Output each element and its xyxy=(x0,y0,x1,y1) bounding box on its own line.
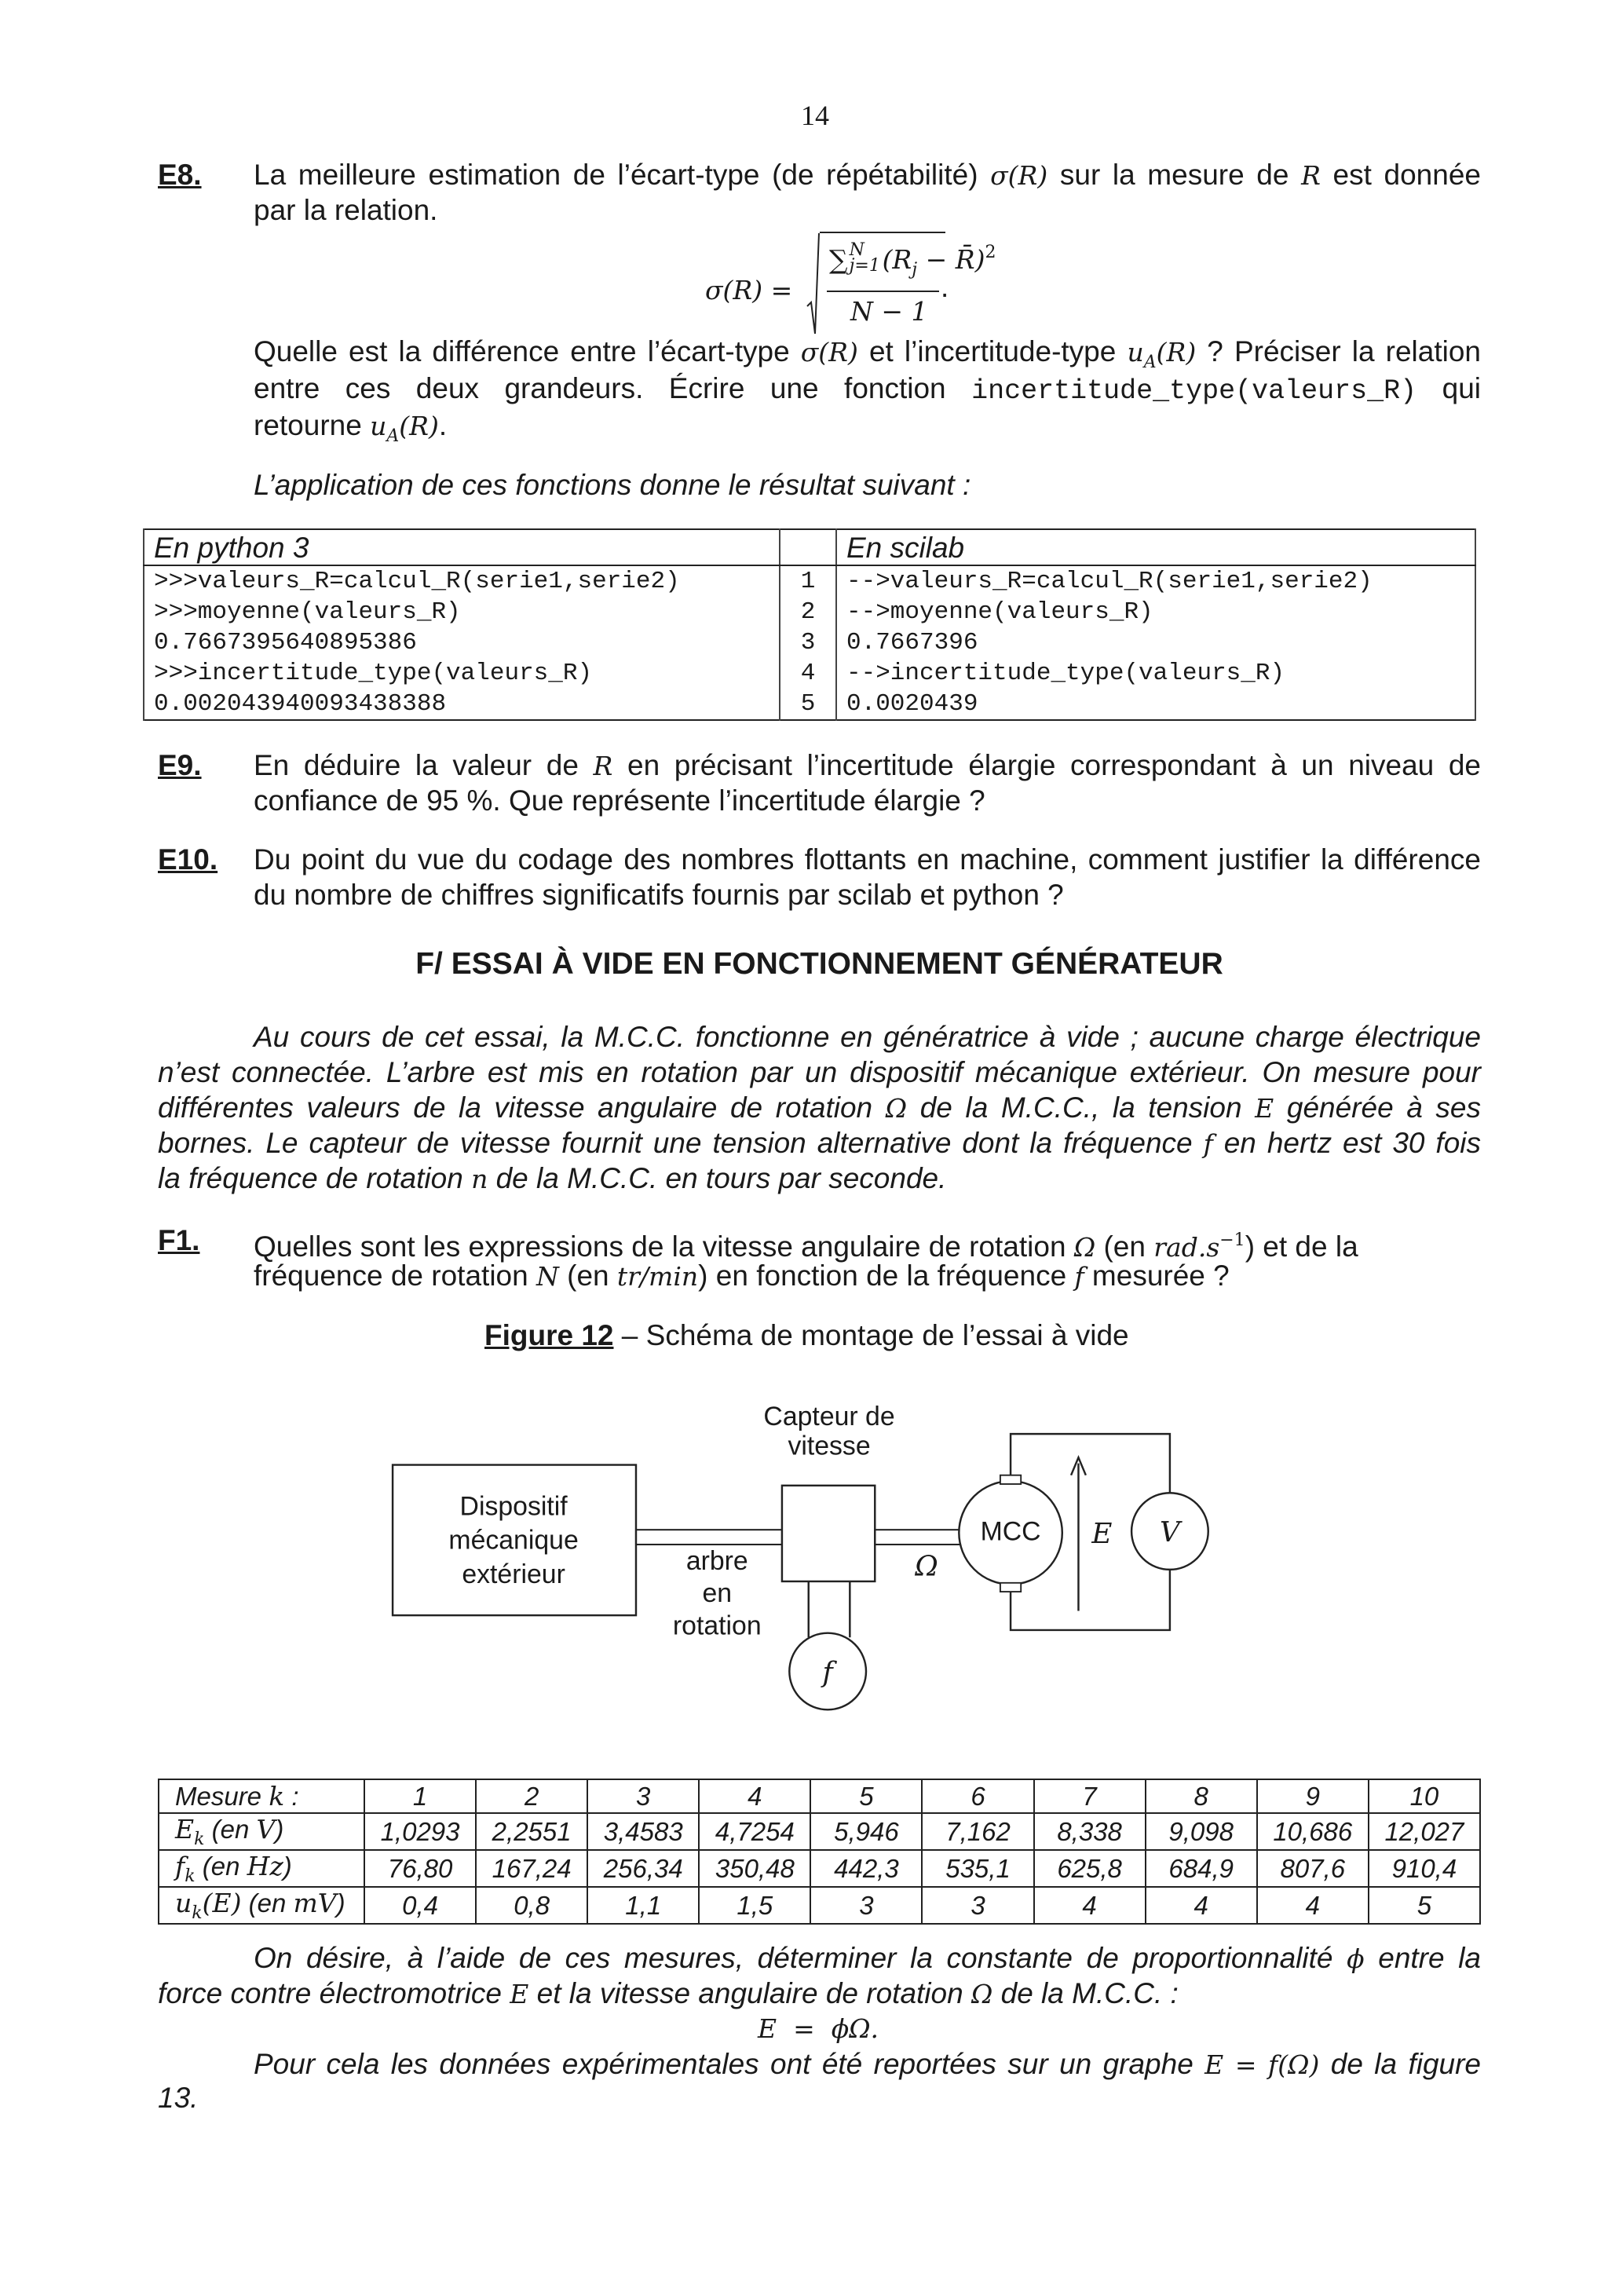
voltmeter-symbol: V xyxy=(1160,1516,1180,1549)
figure-label: Figure 12 xyxy=(484,1319,614,1351)
text-segment: est donnée xyxy=(1320,159,1481,191)
table-cell: 3 xyxy=(587,1779,699,1813)
text-segment: et la vitesse angulaire de rotation xyxy=(528,1977,971,2009)
math-symbol: Ω xyxy=(1073,1232,1096,1263)
conclusion-line xyxy=(254,2046,1481,2082)
section-title: F/ ESSAI À VIDE EN FONCTIONNEMENT GÉNÉRATEUR xyxy=(415,947,1223,981)
text-segment: de la figure xyxy=(1319,2048,1481,2080)
table-cell: 1,0293 xyxy=(364,1813,476,1850)
speed-sensor-box xyxy=(782,1486,875,1581)
text-segment: qui xyxy=(1416,372,1482,404)
equation: E = ϕΩ. xyxy=(758,2013,879,2044)
motor-label: MCC xyxy=(980,1516,1041,1547)
table-cell: 625,8 xyxy=(1034,1850,1146,1887)
intro-line xyxy=(158,1055,1481,1090)
text-segment: confiance de 95 %. Que représente l’incertitude élargie ? xyxy=(254,784,985,817)
table-row xyxy=(159,1887,1480,1924)
math-symbol: (R) xyxy=(1156,337,1197,367)
text-segment: On désire, à l’aide de ces mesures, déterminer la constante de proportionnalité xyxy=(254,1942,1347,1974)
e8-question xyxy=(254,371,1481,409)
text-segment: Quelles sont les expressions de la vitesse angulaire de rotation xyxy=(254,1230,1074,1263)
table-cell: 5 xyxy=(1369,1887,1480,1924)
table-row xyxy=(159,1813,1480,1850)
text-segment: : xyxy=(284,1782,299,1811)
table-cell: 9,098 xyxy=(1146,1813,1257,1850)
table-row xyxy=(159,1779,1480,1813)
math-index: k xyxy=(194,1830,205,1849)
text-segment: par la relation. xyxy=(254,194,438,226)
wire xyxy=(1011,1434,1170,1493)
table-cell: 7,162 xyxy=(922,1813,1033,1850)
conclusion-line xyxy=(158,1976,1179,2012)
text-segment: . xyxy=(438,409,448,441)
intro-line xyxy=(158,1090,1481,1126)
math-symbol: σ(R) xyxy=(990,160,1048,191)
page-number: 14 xyxy=(801,100,829,131)
text-segment: ) xyxy=(275,1815,284,1844)
math-index: A xyxy=(386,426,400,446)
application-text: L’application de ces fonctions donne le résultat suivant : xyxy=(254,469,971,501)
text-segment: force contre électromotrice xyxy=(158,1977,510,2009)
text-segment: en hertz est 30 fois xyxy=(1212,1127,1481,1159)
emf-label: E xyxy=(1091,1518,1113,1551)
text-segment: (en xyxy=(241,1888,294,1918)
python-header: En python 3 xyxy=(144,529,780,565)
table-cell: 1,1 xyxy=(587,1887,699,1924)
math-symbol: E = f(Ω) xyxy=(1204,2049,1320,2080)
device-label: extérieur xyxy=(462,1559,565,1589)
table-cell: 256,34 xyxy=(587,1850,699,1887)
question-label-f1: F1. xyxy=(158,1224,200,1256)
text-segment: En déduire la valeur de xyxy=(254,749,594,781)
table-cell: 3,4583 xyxy=(587,1813,699,1850)
text-segment: entre la xyxy=(1364,1942,1481,1974)
text-segment: entre ces deux grandeurs. Écrire une fonction xyxy=(254,372,972,404)
math-index: k xyxy=(192,1903,203,1923)
test-setup-diagram xyxy=(369,1387,1254,1726)
f1-line xyxy=(254,1258,1230,1294)
table-row: >>>incertitude_type(valeurs_R) 4 -->incertitude_type(valeurs_R) xyxy=(144,658,1475,689)
question-label-e9: E9. xyxy=(158,749,202,781)
text-segment: (en xyxy=(1095,1230,1154,1263)
math-symbol: (R) xyxy=(399,411,439,441)
table-row: >>>valeurs_R=calcul_R(serie1,serie2) 1 -->valeurs_R=calcul_R(serie1,serie2) xyxy=(144,565,1475,597)
e8-question xyxy=(254,408,447,454)
e10-line xyxy=(254,877,1064,912)
text-segment: mesurée ? xyxy=(1084,1260,1230,1292)
table-cell: 8 xyxy=(1146,1779,1257,1813)
math-symbol: V xyxy=(256,1814,276,1844)
intro-line xyxy=(158,1125,1481,1161)
table-cell: 535,1 xyxy=(922,1850,1033,1887)
math-symbol: rad.s xyxy=(1153,1232,1220,1263)
formula-denominator: N − 1 xyxy=(850,296,928,327)
table-cell: 1 xyxy=(364,1779,476,1813)
sensor-label: Capteur de xyxy=(763,1401,895,1431)
math-symbol: f xyxy=(1074,1261,1084,1292)
table-cell: 442,3 xyxy=(810,1850,922,1887)
text-segment: n’est connectée. L’arbre est mis en rotation par un dispositif mécanique extérieur. On mesure pour xyxy=(158,1056,1481,1088)
sqrt-sign xyxy=(806,232,820,338)
table-cell: 910,4 xyxy=(1369,1850,1480,1887)
table-cell: 7 xyxy=(1034,1779,1146,1813)
table-cell: 4 xyxy=(1257,1887,1369,1924)
math-symbol: N xyxy=(536,1261,559,1292)
text-segment: Du point du vue du codage des nombres flottants en machine, comment justifier la différence xyxy=(254,843,1481,876)
scilab-header: En scilab xyxy=(836,529,1475,565)
text-segment: retourne xyxy=(254,409,371,441)
omega-label: Ω xyxy=(915,1550,938,1583)
measurement-table xyxy=(158,1779,1481,1925)
conclusion-line xyxy=(254,1940,1481,1976)
text-segment: ? Préciser la relation xyxy=(1196,335,1481,367)
table-cell: 12,027 xyxy=(1369,1813,1480,1850)
table-row xyxy=(159,1850,1480,1887)
math-symbol: mV xyxy=(293,1888,337,1918)
math-symbol: ϕ xyxy=(1347,1943,1365,1974)
formula-numerator: ∑ N j=1 ($R_j$ − R̄)$^2$ xyxy=(829,240,996,280)
math-symbol: E xyxy=(175,1814,195,1844)
math-symbol: tr/min xyxy=(616,1261,699,1292)
shaft-label: en xyxy=(702,1578,733,1609)
table-cell: 167,24 xyxy=(476,1850,587,1887)
table-cell: 3 xyxy=(810,1887,922,1924)
intro-line xyxy=(254,1019,1481,1055)
text-segment: générée à ses xyxy=(1274,1091,1482,1124)
math-symbol: u xyxy=(175,1888,192,1918)
math-symbol: u xyxy=(370,411,387,441)
math-index: A xyxy=(1143,353,1157,372)
table-cell: 5 xyxy=(810,1779,922,1813)
math-symbol: Ω xyxy=(885,1093,908,1124)
text-segment: fréquence de rotation xyxy=(254,1260,536,1292)
math-symbol: σ(R) xyxy=(800,337,858,367)
frequency-symbol: f xyxy=(822,1656,833,1689)
shaft-label: rotation xyxy=(672,1610,762,1641)
text-segment: de la M.C.C. : xyxy=(992,1977,1179,2009)
text-segment: sur la mesure de xyxy=(1047,159,1302,191)
formula-lhs: σ(R) = xyxy=(705,275,793,305)
text-segment: en précisant l’incertitude élargie correspondant à un niveau de xyxy=(612,749,1481,781)
question-label-e8: E8. xyxy=(158,159,202,191)
conclusion-line: 13. xyxy=(158,2082,199,2114)
table-cell: 4,7254 xyxy=(699,1813,810,1850)
math-symbol: R xyxy=(593,751,613,781)
math-symbol: f xyxy=(175,1851,185,1881)
math-symbol: Hz xyxy=(247,1851,283,1881)
table-cell: 1,5 xyxy=(699,1887,810,1924)
sigma-formula: σ(R) = ∑ N j=1 ($R_j$ − R̄)$^2$ N − 1 . xyxy=(705,232,1035,338)
text-segment: ) xyxy=(283,1852,292,1881)
math-index: k xyxy=(185,1866,196,1886)
text-segment: de la M.C.C., la tension xyxy=(907,1091,1256,1124)
math-symbol: f xyxy=(1203,1128,1213,1159)
table-cell: 807,6 xyxy=(1257,1850,1369,1887)
text-segment: (en xyxy=(558,1260,617,1292)
table-row: >>>moyenne(valeurs_R) 2 -->moyenne(valeurs_R) xyxy=(144,597,1475,627)
table-cell: 0,8 xyxy=(476,1887,587,1924)
table-row: 0.7667395640895386 3 0.7667396 xyxy=(144,627,1475,658)
table-cell: 3 xyxy=(922,1887,1033,1924)
shaft-right xyxy=(875,1530,960,1545)
e9-line xyxy=(254,748,1481,784)
code-text: incertitude_type(valeurs_R) xyxy=(971,375,1417,407)
math-symbol: (E) xyxy=(202,1888,242,1918)
math-symbol: u xyxy=(1127,337,1144,367)
text-segment: Quelle est la différence entre l’écart-type xyxy=(254,335,801,367)
text-segment: Au cours de cet essai, la M.C.C. fonctionne en génératrice à vide ; aucune charge électrique xyxy=(254,1021,1481,1053)
table-cell: 0,4 xyxy=(364,1887,476,1924)
text-segment: (en xyxy=(204,1815,257,1844)
text-segment: ) et de la xyxy=(1245,1230,1358,1263)
math-symbol: n xyxy=(471,1164,488,1194)
text-segment: et l’incertitude-type xyxy=(857,335,1128,367)
math-index: −1 xyxy=(1219,1230,1245,1250)
e8-line xyxy=(254,157,1481,193)
shaft-left xyxy=(636,1530,782,1545)
intro-line xyxy=(158,1161,946,1197)
figure-caption: Figure 12 – Schéma de montage de l’essai à vide xyxy=(484,1319,1129,1351)
table-cell: 5,946 xyxy=(810,1813,922,1850)
text-segment: différentes valeurs de la vitesse angulaire de rotation xyxy=(158,1091,886,1124)
math-symbol: Ω xyxy=(971,1979,993,2009)
brush-top xyxy=(1000,1475,1021,1484)
e8-line xyxy=(254,192,437,228)
text-segment: La meilleure estimation de l’écart-type (de répétabilité) xyxy=(254,159,991,191)
math-symbol: E xyxy=(510,1979,529,2009)
table-cell: 8,338 xyxy=(1034,1813,1146,1850)
text-segment: de la M.C.C. en tours par seconde. xyxy=(488,1162,947,1194)
e10-line xyxy=(254,842,1481,877)
e9-line xyxy=(254,783,985,818)
table-cell: 10 xyxy=(1369,1779,1480,1813)
table-cell: 10,686 xyxy=(1257,1813,1369,1850)
table-cell: 76,80 xyxy=(364,1850,476,1887)
text-segment: ) en fonction de la fréquence xyxy=(698,1260,1075,1292)
table-cell: 4 xyxy=(1146,1887,1257,1924)
table-cell: 6 xyxy=(922,1779,1033,1813)
math-symbol: R xyxy=(1301,160,1321,191)
math-symbol: k xyxy=(269,1781,285,1812)
table-cell: 4 xyxy=(699,1779,810,1813)
text-segment: du nombre de chiffres significatifs fournis par scilab et python ? xyxy=(254,879,1064,911)
table-cell: 684,9 xyxy=(1146,1850,1257,1887)
table-cell: 2 xyxy=(476,1779,587,1813)
table-cell: 9 xyxy=(1257,1779,1369,1813)
text-segment: (en xyxy=(195,1852,247,1881)
text-segment: bornes. Le capteur de vitesse fournit une tension alternative dont la fréquence xyxy=(158,1127,1204,1159)
device-label: mécanique xyxy=(448,1525,579,1556)
brush-bottom xyxy=(1000,1583,1021,1592)
text-segment: Pour cela les données expérimentales ont été reportées sur un graphe xyxy=(254,2048,1205,2080)
shaft-label: arbre xyxy=(685,1545,748,1576)
device-label: Dispositif xyxy=(459,1491,568,1522)
table-cell: 4 xyxy=(1034,1887,1146,1924)
code-output-table xyxy=(143,528,1476,721)
math-symbol: E xyxy=(1255,1093,1274,1124)
text-segment: la fréquence de rotation xyxy=(158,1162,472,1194)
sensor-label: vitesse xyxy=(788,1431,871,1461)
text-segment: ) xyxy=(336,1888,345,1918)
table-cell: 350,48 xyxy=(699,1850,810,1887)
question-label-e10: E10. xyxy=(158,843,218,876)
text-segment: Mesure xyxy=(175,1782,269,1811)
table-cell: 2,2551 xyxy=(476,1813,587,1850)
table-row: 0.002043940093438388 5 0.0020439 xyxy=(144,689,1475,720)
fraction-bar xyxy=(827,291,939,292)
